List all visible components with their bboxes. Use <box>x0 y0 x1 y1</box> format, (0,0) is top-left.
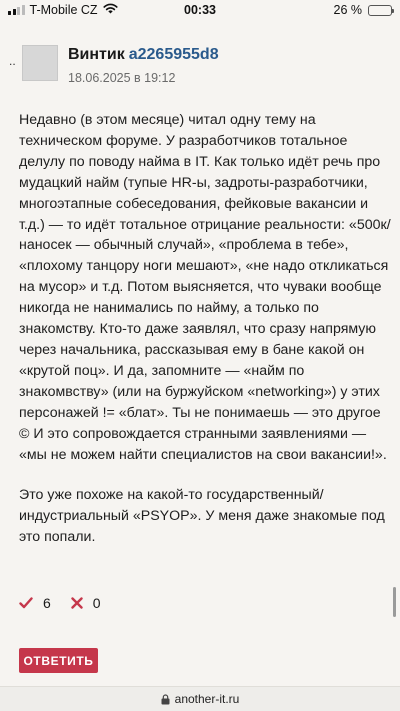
avatar[interactable] <box>22 45 58 81</box>
author-handle[interactable]: a2265955d8 <box>128 46 219 63</box>
status-right <box>334 3 393 17</box>
like-button[interactable] <box>19 595 51 611</box>
carrier-name: T-Mobile CZ <box>29 3 98 17</box>
post-paragraph: Недавно (в этом месяце) читал одну тему на техническом форуме. У разработчиков тотальное делулу по поводу найма в IT. Как только идёт речь про мудацкий найм (тупые HR-ы, задроты-разработчики, многоэтапные собеседования, фейковые вакансии и т.д.) — то идёт тотальное отрицание реальности: «500к/наносек — обычный случай», «проблема в тебе», «плохому танцору ноги мешают», «не надо откликаться на мусор» и т.д. Потом выясняется, что чуваки вообще никогда не нанимались по найму, а только по знакомству. Кто-то даже заявлял, что сразу напрямую через начальника, рассказывая ему в бане какой он «крутой поц». И да, запомните — «найм по знакомвству» (или на буржуйском «networking») у этих персонажей != «блат». Ты не понимаешь — это другое © И это сопровождается странными заявлениями — «мы не можем найти специалистов на свои вакансии!». <box>19 112 391 463</box>
status-bar <box>0 0 400 22</box>
cross-icon <box>71 597 83 609</box>
battery-icon <box>368 5 392 16</box>
vote-bar <box>19 595 101 611</box>
post-author <box>68 46 219 64</box>
lock-icon <box>161 694 170 705</box>
scrollbar[interactable] <box>393 587 396 617</box>
url-text: another-it.ru <box>174 692 240 706</box>
post-menu-icon[interactable]: .. <box>9 54 16 68</box>
clock: 00:33 <box>184 3 216 17</box>
battery-percent: 26 % <box>333 3 362 17</box>
author-name[interactable]: Винтик <box>68 46 125 63</box>
reply-button[interactable]: ОТВЕТИТЬ <box>19 648 98 673</box>
browser-url-bar[interactable] <box>0 686 400 711</box>
checkmark-icon <box>19 597 33 609</box>
post-body <box>19 110 391 568</box>
dislike-count: 0 <box>92 595 101 611</box>
like-count: 6 <box>43 595 51 611</box>
dislike-button[interactable] <box>71 595 101 611</box>
post-date: 18.06.2025 в 19:12 <box>68 71 176 85</box>
post-paragraph: Это уже похоже на какой-то государственный/индустриальный «PSYOP». У меня даже знакомые под это попали. <box>19 487 385 546</box>
avatar-placeholder-icon <box>23 46 57 80</box>
